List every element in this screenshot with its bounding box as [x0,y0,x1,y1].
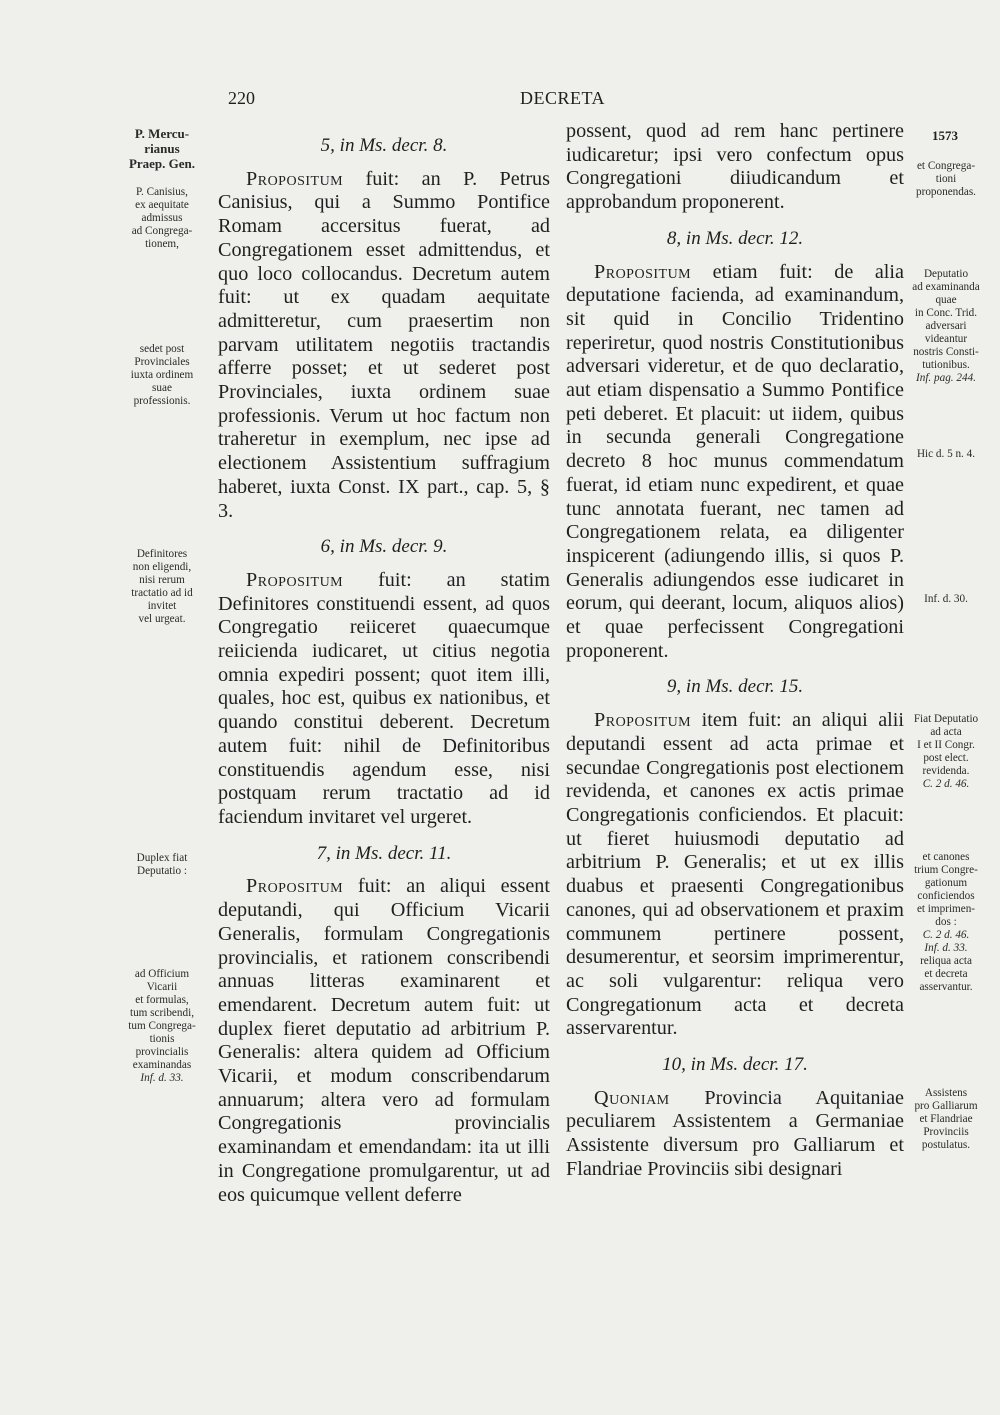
margin-note-officium [112,968,212,1085]
decree-paragraph [218,875,550,1207]
decree-heading: 7, in Ms. decr. 11. [316,842,452,864]
margin-note-proponendas [902,160,990,199]
decree-paragraph [566,1087,904,1182]
margin-note-text: P. Mercu- rianus Praep. Gen. [128,126,196,171]
margin-note-definitores [112,548,212,626]
lead-word: Propositum [246,568,344,591]
margin-note-duplex [112,852,212,878]
page-number: 220 [228,88,255,108]
margin-note-text: sedet post Provinciales iuxta ordinem suae professionis. [130,343,194,407]
margin-note-ref: Inf. d. 33. [924,942,968,954]
paragraph-text: fuit: an aliqui essent deputandi, qui Officium Vicarii Generalis, formulam Congregationis provincialis, et rationem conscribendi annuas litteras examinarent et emendarent. Decretum autem fuit: ut duplex fieret deputatio ad arbitrium P. Generalis: altera quidem ad Officium Vicarii, et modum conscribendarum annuarum; altera vero ad formulam Congregationis provincialis examinandam et emendandam: ita ut illi in Congregatione promulgarentur, ut ad eos quicumque vellent deferre [218,875,550,1206]
main-column-right [566,120,904,1182]
year-marginal: 1573 [932,128,958,143]
margin-note-text: et Congrega- tioni proponendas. [916,160,976,198]
lead-word: Propositum [246,875,344,898]
paragraph-text: fuit: an P. Petrus Canisius, qui a Summo Pontifice Romam accersitus fuerat, ad Congregationem esset admittendus, et quo loco collocandus. Decretum autem fuit: ut ex quadam aequitate admitteretur, cum praesertim non parvam utilitatem negotiis tractandis afferre posset; et ut sederet post Provinciales, iuxta ordinem suae professionis. Verum ut hoc factum non traheretur in exemplum, nec ipse ad electionem Assistentium suffragium haberet, iuxta Const. IX part., cap. 5, § 3. [218,167,550,522]
margin-note-text: Deputatio ad examinanda quae in Conc. Trid. adversari videantur nostris Consti- tutionibus. [912,268,980,371]
decree-paragraph [218,168,550,524]
page-header [0,88,1000,118]
lead-word: Propositum [246,167,344,190]
margin-note-ref-inf30: Inf. d. 30. [924,593,968,605]
lead-word: Propositum [594,709,692,732]
margin-note-text: reliqua acta et decreta asservantur. [919,955,973,993]
margin-note-mercurianus [112,126,212,171]
margin-note-ref: Inf. pag. 244. [916,372,976,384]
margin-note-text: Duplex fiat Deputatio : [136,852,188,877]
margin-note-assistens [902,1087,990,1152]
margin-note-text: et canones trium Congre- gationum conficiendos et imprimen- dos : [914,851,978,928]
margin-note-text: Definitores non eligendi, nisi rerum tractatio ad id invitet vel urgeat. [131,548,193,625]
lead-word: Propositum [594,260,692,283]
margin-note-deputatio-trid [902,268,990,385]
margin-note-text: P. Canisius, ex aequitate admissus ad Congrega- tionem, [131,186,193,250]
paragraph-text: Provincia Aquitaniae peculiarem Assistentem a Germaniae Assistente diversum pro Galliarum et Flandriae Provinciis sibi designari [566,1086,904,1180]
margin-note-text: Fiat Deputatio ad acta I et II Congr. post elect. revidenda. [913,713,979,777]
margin-note-ref: C. 2 d. 46. [922,929,970,941]
decree-heading: 6, in Ms. decr. 9. [320,536,448,558]
paragraph-text: etiam fuit: de alia deputatione facienda, ad examinandum, sit quid in Concilio Tridentino reperiretur, quod nostris Constitutionibus adversari videretur, et de quo declaratio, aut etiam dispensatio a Summo Pontifice peti deberet. Et placuit: ut iidem, quibus in secunda generali Congregatione decreto 8 hoc munus commendatum fuerat, id etiam nunc expedirent, et quae tunc annotata fuerant, nec tamen ad Congregationem relata, ea diligenter inspicerent (adiungendo illis, si quos P. Generalis adiungendos esse iudicaret in eorum, qui deerant, locum, aliquos alios) et quae perfecissent Congregationi proponerent. [566,260,904,662]
lead-word: Quoniam [594,1086,670,1109]
decree-paragraph [218,569,550,830]
margin-note-sedet [112,343,212,408]
decree-paragraph [566,709,904,1041]
main-column-left [218,120,550,1207]
margin-note-canisius [112,186,212,251]
decree-heading: 5, in Ms. decr. 8. [320,135,448,156]
margin-note-ref: Inf. d. 33. [140,1072,184,1084]
margin-note-ref: C. 2 d. 46. [922,778,970,790]
decree-heading: 10, in Ms. decr. 17. [662,1054,808,1076]
decree-heading: 8, in Ms. decr. 12. [666,227,804,249]
margin-note-ref-hic: Hic d. 5 n. 4. [916,448,976,460]
margin-note-text: Assistens pro Galliarum et Flandriae Provinciis postulatus. [914,1087,978,1151]
margin-note-text: ad Officium Vicarii et formulas, tum scribendi, tum Congrega- tionis provincialis examinandas [128,968,196,1071]
decree-heading: 9, in Ms. decr. 15. [666,676,804,698]
margin-note-fiat-deputatio [902,713,990,791]
decree-paragraph [566,261,904,664]
paragraph-text: fuit: an statim Definitores constituendi essent, ad quos Congregatio reiiceret quaecumque reiicienda iudicaret, ut citius negotia omnia expediri possent; quot item illi, quales, hoc est, quibus ex nationibus, et quando constitui deberent. Decretum autem fuit: nihil de Definitoribus constituendis agendum esse, nisi postquam rerum tractatio ad id faciendum invitaret vel urgeret. [218,568,550,828]
decree-paragraph-continued: possent, quod ad rem hanc pertinere iudicaretur; ipsi vero confectum opus Congregationi diiudicandum et approbandum proponerent. [566,120,904,214]
running-title: DECRETA [520,88,606,108]
paragraph-text: item fuit: an aliqui alii deputandi essent ad acta primae et secundae Congregationis post electionem revidenda, et canones ex actis primae Congregationis conficiendos. Et placuit: ut fieret huiusmodi deputatio ad arbitrium P. Generalis; et ut ex illis duabus et praesenti Congregationibus canones, qui ad observationem et praxim communem pertinere possent, desumerentur, et seorsim imprimerentur, ac soli vulgarentur: reliqua vero Congregationum acta et decreta asservarentur. [566,709,904,1040]
margin-note-canones [902,851,990,994]
